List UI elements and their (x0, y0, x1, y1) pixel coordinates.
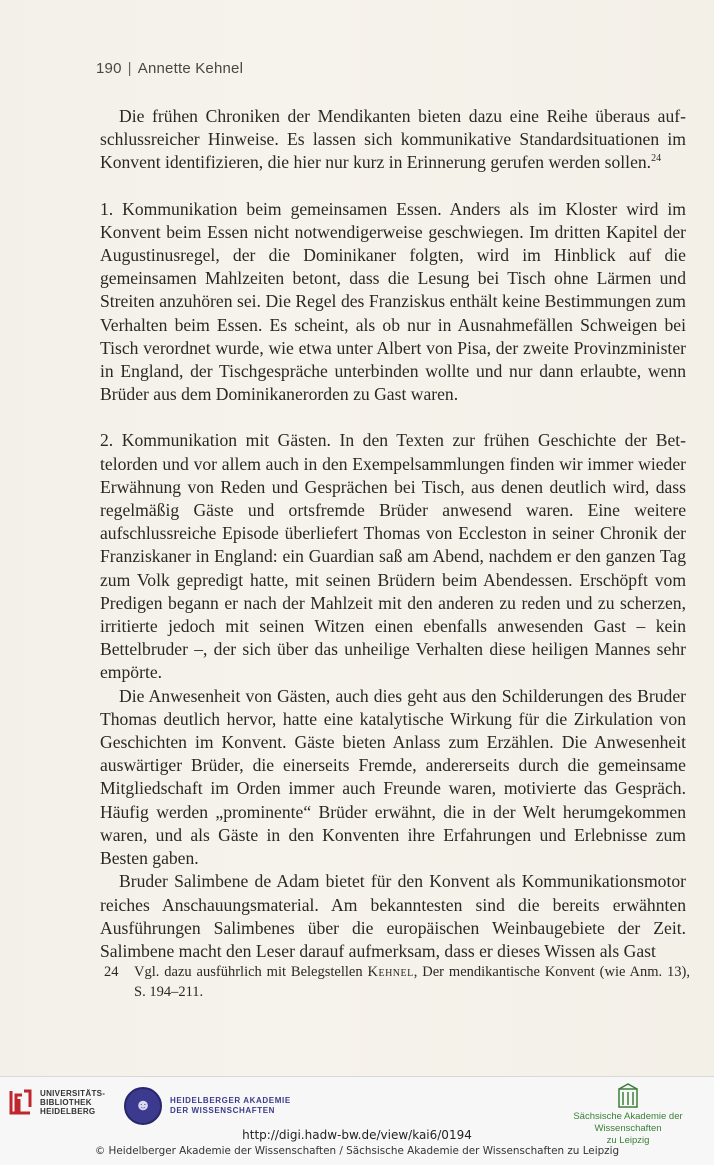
library-icon (8, 1087, 34, 1117)
ub-logo-line: BIBLIOTHEK (40, 1097, 92, 1107)
paragraph-intro-text: Die frühen Chroniken der Mendikanten bieten dazu eine Reihe überaus aufschlussreicher Hinweise. Es lassen sich kommunikative Standardsituationen im Konvent identifizieren, die hier nur kurz in Erinnerung gerufen werden sollen. (100, 106, 686, 173)
ub-logo-text (40, 1089, 105, 1116)
hd-academy-logo[interactable] (124, 1087, 291, 1125)
footnote-reference[interactable]: 24 (651, 153, 662, 165)
paragraph-guests-presence: Die Anwesenheit von Gästen, auch dies geht aus den Schilderungen des Bruder Thomas deutlich hervor, hatte eine katalytische Wirkung für die Zirkulation von Geschichten im Konvent. Gäste bieten Anlass zum Erzählen. Die Anwesenheit auswärtiger Brüder, die einerseits Fremde, andererseits durch die gemeinsame Mitgliedschaft im Orden immer auch Freunde waren, motivierte das Gespräch. Häufig werden „prominente“ Brüder erwähnt, die in der Welt herumgekommen waren, und als Gäste in den Konventen ihre Erfahrungen und Erlebnisse zum Besten gaben. (100, 685, 686, 869)
footnote (104, 962, 690, 1002)
author-name: Annette Kehnel (137, 60, 244, 77)
academy-seal-icon: ☻ (124, 1087, 162, 1125)
saxon-academy-line: Sächsische Akademie der Wissenschaften (573, 1111, 683, 1134)
paragraph-intro (100, 105, 686, 175)
footnote-text-after: , Der mendikantische Konvent (wie Anm. 13), S. 194–211. (134, 964, 691, 1000)
copyright-notice: © Heidelberger Akademie der Wissenschaften / Sächsische Akademie der Wissenschaften zu Leipzig (94, 1145, 620, 1157)
hd-academy-line: HEIDELBERGER AKADEMIE (170, 1096, 291, 1105)
hd-academy-line: DER WISSENSCHAFTEN (170, 1106, 276, 1115)
header-separator: | (127, 60, 132, 77)
permalink-url[interactable]: http://digi.hadw-bw.de/view/kai6/0194 (242, 1128, 472, 1142)
page-number: 190 (96, 60, 122, 77)
body-text (100, 105, 686, 963)
paragraph-salimbene: Bruder Salimbene de Adam bietet für den Konvent als Kommunikationsmotor reiches Anschauungsmaterial. Am bekanntesten sind die bereits erwähnten Ausführungen Salimbenes über die europäischen Weinbaugebiete der Zeit. Salimbene macht den Leser darauf aufmerksam, dass er dieses Wissen als Gast (100, 871, 686, 961)
footnote-text (134, 962, 690, 1002)
ub-logo-line: HEIDELBERG (40, 1106, 96, 1116)
ub-heidelberg-logo[interactable] (8, 1087, 105, 1117)
running-head (96, 60, 243, 77)
footnote-text-before: Vgl. dazu ausführlich mit Belegstellen (134, 964, 368, 980)
hd-academy-text (170, 1096, 291, 1116)
saxon-academy-icon (617, 1083, 639, 1109)
saxon-academy-line: zu Leipzig (606, 1135, 650, 1146)
footnote-number: 24 (104, 964, 119, 980)
footnote-author: Kehnel (367, 964, 414, 980)
paragraph-communication-guests: 2. Kommunikation mit Gästen. In den Texten zur frühen Geschichte der Bettelorden und vor allem auch in den Exempelsammlungen finden wir immer wieder Erwähnung von Reden und Gesprächen bei Tisch, aus denen deutlich wird, dass regelmäßig Gäste und ortsfremde Brüder anwesend waren. Eine weitere aufschlussreiche Episode überliefert Thomas von Eccleston in seiner Chronik der Franziskaner in England: ein Guardian saß am Abend, nachdem er den ganzen Tag zum Volk gepredigt hatte, mit seinen Brüdern beim Abendessen. Erschöpft vom Predigen begann er nach der Mahlzeit mit den anderen zu reden und zu scherzen, irritierte jedoch mit seinen Witzen einen ebenfalls anwesenden Gast – kein Bettelbruder –, der sich über das unheilige Verhalten diese heiligen Mannes sehr empörte. (100, 430, 686, 683)
ub-logo-line: UNIVERSITÄTS- (40, 1088, 106, 1098)
paragraph-communication-meals: 1. Kommunikation beim gemeinsamen Essen. Anders als im Kloster wird im Konvent beim Essen nicht notwendigerweise geschwiegen. Im dritten Kapitel der Augustinusregel, der die Dominikaner folgten, wird im Hinblick auf die gemeinsamen Mahlzeiten betont, dass die Lesung bei Tisch ohne Lärmen und Streiten anzuhören sei. Die Regel des Franziskus enthält keine Bestimmungen zum Verhalten beim Essen. Es scheint, als ob nur in Ausnahmefällen Schweigen bei Tisch verordnet wurde, wie etwa unter Albert von Pisa, der zweite Provinzminister in England, der Tischgespräche unterbinden wollte und nur dann erlaubte, wenn Brüder aus dem Dominikanerorden zu Gast waren. (100, 198, 686, 405)
